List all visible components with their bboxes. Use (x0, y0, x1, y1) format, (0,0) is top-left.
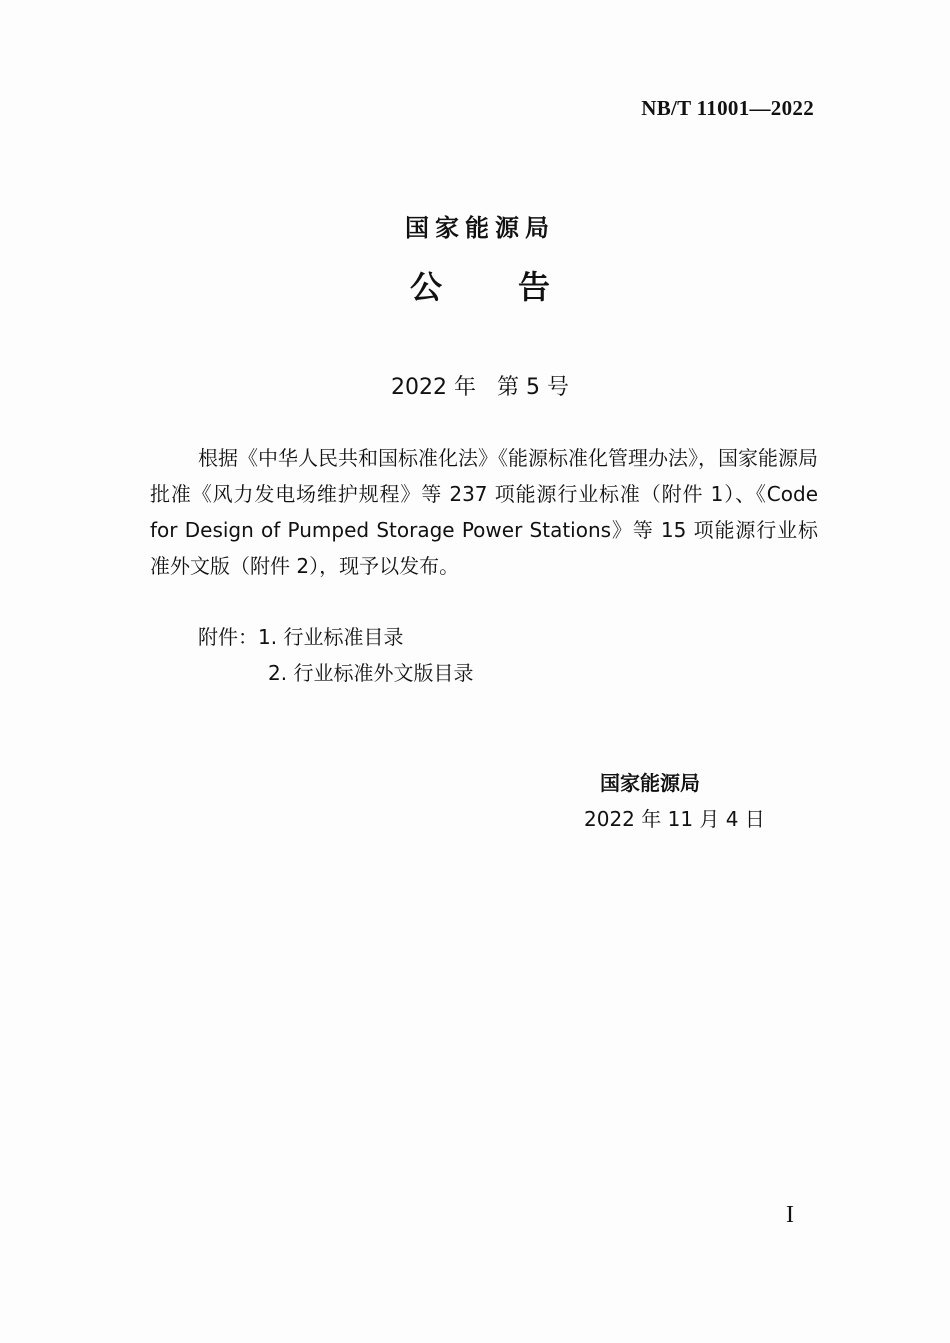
announcement-body: 根据《中华人民共和国标准化法》《能源标准化管理办法》，国家能源局批准《风力发电场维护规程》等 237 项能源行业标准（附件 1）、《Code for Design of Pumped Storage Power Stations》等 15 项能源行业标准外文版（附件 2），现予以发布。 (150, 446, 818, 578)
standard-number: NB/T 11001—2022 (641, 96, 814, 120)
document-type-char-1: 公 (410, 268, 443, 306)
attachment-item-2: 2. 行业标准外文版目录 (268, 661, 474, 685)
page-number: I (786, 1202, 794, 1228)
issuer-heading: 国家能源局 (405, 214, 555, 242)
signature-date: 2022 年 11 月 4 日 (584, 807, 765, 831)
document-type-char-2: 告 (518, 268, 551, 306)
announcement-number: 2022 年 第 5 号 (391, 375, 569, 400)
attachment-item-1: 附件：1. 行业标准目录 (198, 625, 404, 649)
signature-issuer: 国家能源局 (600, 771, 700, 795)
